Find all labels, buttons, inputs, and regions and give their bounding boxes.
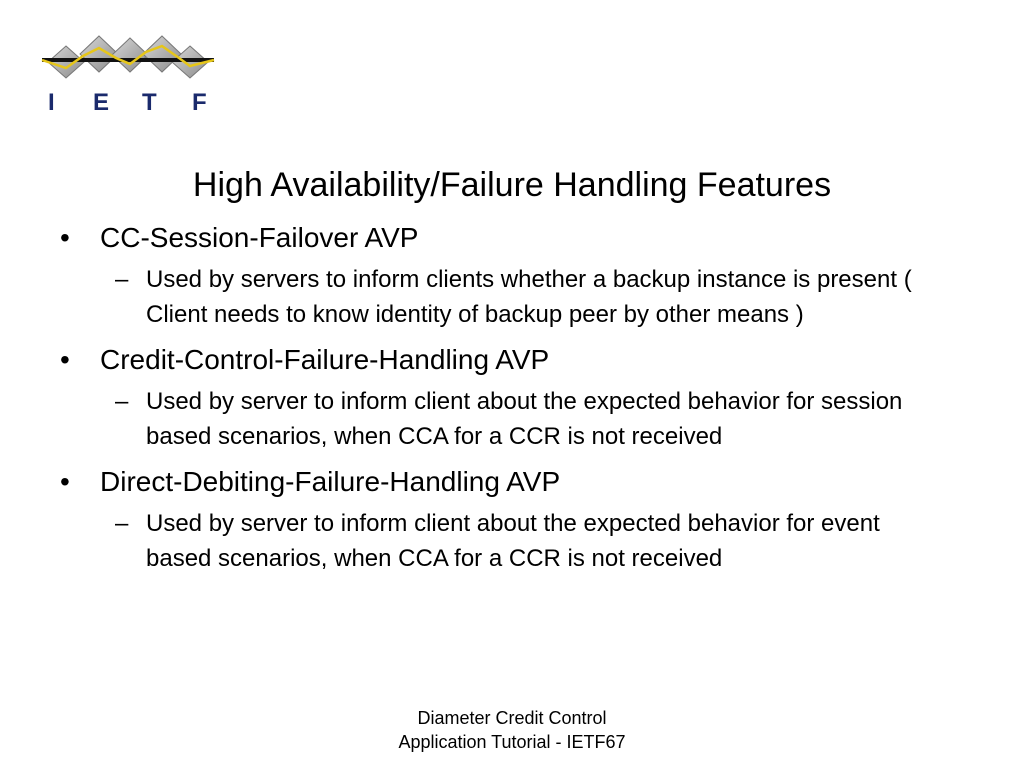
slide-title: High Availability/Failure Handling Features — [192, 166, 832, 204]
footer-line-2: Application Tutorial - IETF67 — [398, 732, 626, 752]
sub-bullet-item — [115, 262, 946, 332]
bullet-mark: • — [60, 222, 70, 253]
bullet-text: Direct-Debiting-Failure-Handling AVP — [100, 466, 561, 497]
logo-letter-f: F — [192, 89, 207, 116]
logo-letter-e: E — [93, 89, 110, 116]
sub-bullet-text: Used by servers to inform clients whether a backup instance is present ( Client needs to know identity of backup peer by other means ) — [146, 266, 912, 328]
sub-bullet-item — [115, 506, 946, 576]
logo-letter-i: I — [48, 89, 55, 116]
ietf-logo-graphic — [38, 30, 218, 116]
slide-content — [58, 220, 958, 586]
footer-line-1: Diameter Credit Control — [417, 708, 607, 728]
bullet-text: Credit-Control-Failure-Handling AVP — [100, 344, 550, 375]
bullet-mark: • — [60, 466, 70, 497]
bullet-item — [58, 220, 958, 256]
bullet-text: CC-Session-Failover AVP — [100, 222, 419, 253]
sub-bullet-text: Used by server to inform client about the expected behavior for session based scenarios, when CCA for a CCR is not received — [146, 388, 903, 450]
sub-bullet-mark: – — [115, 388, 129, 415]
ietf-logo — [38, 30, 218, 116]
bullet-mark: • — [60, 344, 70, 375]
sub-bullet-mark: – — [115, 266, 129, 293]
logo-letter-t: T — [142, 89, 157, 116]
sub-bullet-mark: – — [115, 510, 129, 537]
bullet-item — [58, 464, 958, 500]
bullet-item — [58, 342, 958, 378]
sub-bullet-text: Used by server to inform client about the expected behavior for event based scenarios, when CCA for a CCR is not received — [146, 510, 880, 572]
sub-bullet-item — [115, 384, 946, 454]
slide-footer — [362, 706, 662, 754]
